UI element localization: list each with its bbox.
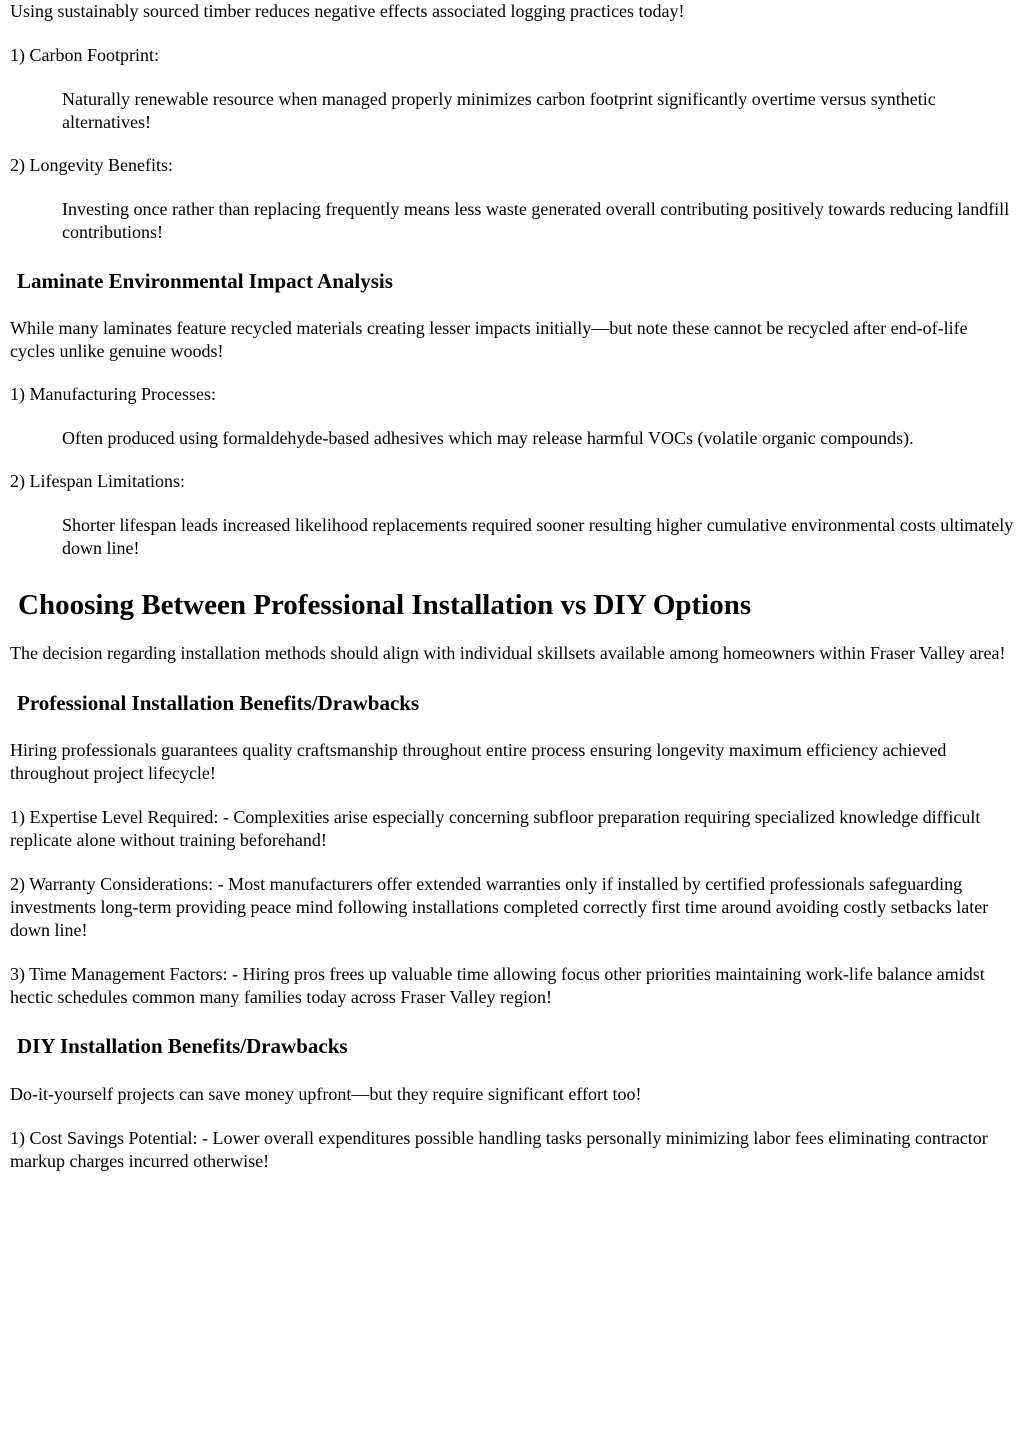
carbon-footprint-label: 1) Carbon Footprint:	[10, 45, 159, 65]
laminate-intro: While many laminates feature recycled materials creating lesser impacts initially—but note these cannot be recycled after end-of-life cycles unlike genuine woods!	[10, 318, 968, 361]
installation-intro: The decision regarding installation methods should align with individual skillsets available among homeowners within Fraser Valley area!	[10, 643, 1006, 663]
manufacturing-processes-detail: Often produced using formaldehyde-based adhesives which may release harmful VOCs (volatile organic compounds).	[62, 428, 914, 448]
lifespan-limitations-label: 2) Lifespan Limitations:	[10, 471, 185, 491]
professional-intro: Hiring professionals guarantees quality craftsmanship throughout entire process ensuring longevity maximum efficiency achieved throughout project lifecycle!	[10, 740, 947, 783]
cost-savings-item: 1) Cost Savings Potential: - Lower overall expenditures possible handling tasks personally minimizing labor fees eliminating contractor markup charges incurred otherwise!	[10, 1128, 988, 1171]
carbon-footprint-detail: Naturally renewable resource when managed properly minimizes carbon footprint significantly overtime versus synthetic alternatives!	[62, 89, 936, 132]
longevity-benefits-detail: Investing once rather than replacing frequently means less waste generated overall contributing positively towards reducing landfill contributions!	[62, 199, 1010, 242]
professional-heading: Professional Installation Benefits/Drawbacks	[17, 691, 420, 715]
diy-heading: DIY Installation Benefits/Drawbacks	[17, 1034, 348, 1058]
manufacturing-processes-label: 1) Manufacturing Processes:	[10, 384, 216, 404]
laminate-heading: Laminate Environmental Impact Analysis	[17, 269, 393, 293]
time-management-item: 3) Time Management Factors: - Hiring pros frees up valuable time allowing focus other priorities maintaining work-life balance amidst hectic schedules common many families today across Fraser Valley region!	[10, 964, 985, 1007]
expertise-level-item: 1) Expertise Level Required: - Complexities arise especially concerning subfloor preparation requiring specialized knowledge difficult replicate alone without training beforehand!	[10, 807, 981, 850]
longevity-benefits-label: 2) Longevity Benefits:	[10, 155, 173, 175]
lifespan-limitations-detail: Shorter lifespan leads increased likelihood replacements required sooner resulting higher cumulative environmental costs ultimately down line!	[62, 515, 1014, 558]
warranty-considerations-item: 2) Warranty Considerations: - Most manufacturers offer extended warranties only if installed by certified professionals safeguarding investments long-term providing peace mind following installations completed correctly first time around avoiding costly setbacks later down line!	[10, 874, 989, 940]
diy-intro: Do-it-yourself projects can save money upfront—but they require significant effort too!	[10, 1084, 642, 1104]
intro-paragraph: Using sustainably sourced timber reduces negative effects associated logging practices today!	[10, 1, 685, 21]
installation-heading: Choosing Between Professional Installation vs DIY Options	[18, 589, 752, 621]
